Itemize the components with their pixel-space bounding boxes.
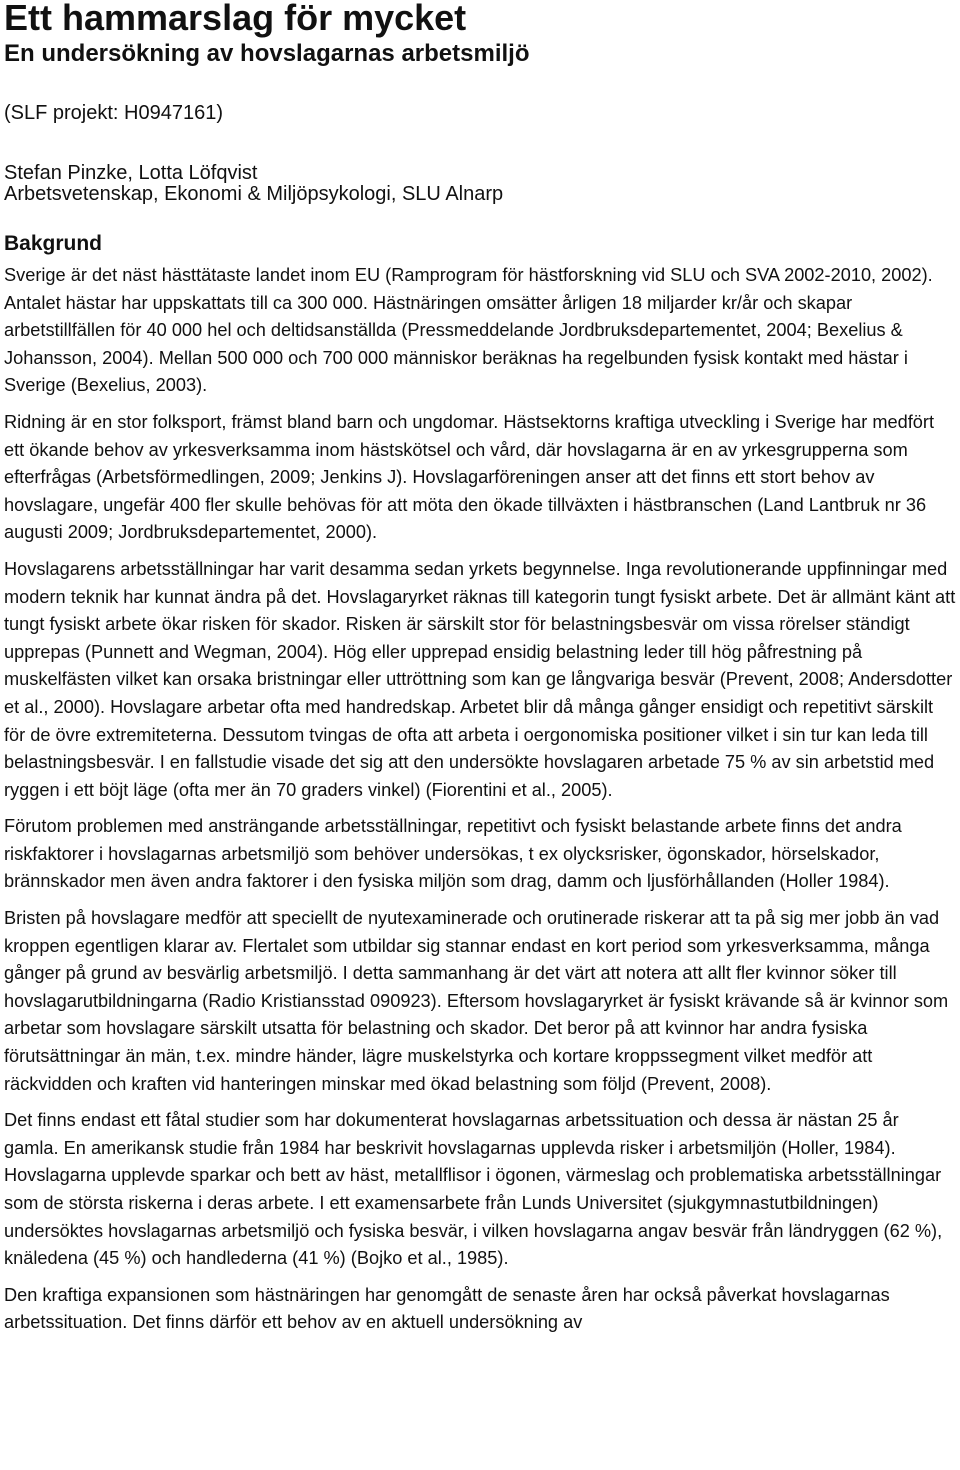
paragraph: Sverige är det näst hästtätaste landet inom EU (Ramprogram för hästforskning vid SLU och SVA 2002-2010, 2002). Antalet hästar har uppskattats till ca 300 000. Hästnäringen omsätter årligen 18 miljarder kr/år och skapar arbetstillfällen för 40 000 hel och deltidsanställda (Pressmeddelande Jordbruksdepartementet, 2004; Bexelius & Johansson, 2004). Mellan 500 000 och 700 000 människor beräknas ha regelbunden fysisk kontakt med hästar i Sverige (Bexelius, 2003).: [4, 265, 933, 396]
paragraph: Den kraftiga expansionen som hästnäringen har genomgått de senaste åren har också påverkat hovslagarnas arbetssituation. Det finns därför ett behov av en aktuell undersökning av: [4, 1284, 890, 1333]
paragraph: Förutom problemen med ansträngande arbetsställningar, repetitivt och fysiskt belastande arbete finns det andra riskfaktorer i hovslagarnas arbetsmiljö som behöver undersökas, t ex olycksrisker, ögonskador, hörselskador, brännskador men även andra faktorer i den fysiska miljön som drag, damm och ljusförhållanden (Holler 1984).: [4, 816, 902, 892]
paragraph: Ridning är en stor folksport, främst bland barn och ungdomar. Hästsektorns kraftiga utveckling i Sverige har medfört ett ökande behov av yrkesverksamma inom hästskötsel och vård, där hovslagarna är en av yrkesgrupperna som efterfrågas (Arbetsförmedlingen, 2009; Jenkins J). Hovslagarföreningen anser att det finns ett stort behov av hovslagare, ungefär 400 fler skulle behövas för att möta den ökade tillväxten i hästbranschen (Land Lantbruk nr 36 augusti 2009; Jordbruksdepartementet, 2000).: [4, 411, 935, 543]
section-heading: Bakgrund: [4, 232, 103, 255]
document-subtitle: En undersökning av hovslagarnas arbetsmiljö: [4, 40, 530, 67]
paragraph: Hovslagarens arbetsställningar har varit desamma sedan yrkets begynnelse. Inga revolutionerande uppfinningar med modern teknik har kunnat ändra på det. Hovslagaryrket räknas till kategorin tungt fysiskt arbete. Det är allmänt känt att tungt fysiskt arbete ökar risken för skador. Risken är särskilt stor för belastningsbesvär om vissa rörelser ständigt upprepas (Punnett and Wegman, 2004). Hög eller upprepad ensidig belastning leder till hög påfrestning på muskelfästen vilket kan orsaka bristningar eller uttröttning som kan ge långvariga besvär (Prevent, 2008; Andersdotter et al., 2000). Hovslagare arbetar ofta med handredskap. Arbetet blir då många gånger ensidigt och repetitivt särskilt för de övre extremiteterna. Dessutom tvingas de ofta att arbeta i oergonomiska positioner vilket i sin tur kan leda till belastningsbesvär. I en fallstudie visade det sig att den undersökte hovslagaren arbetade 75 % av sin arbetstid med ryggen i ett böjt läge (ofta mer än 70 graders vinkel) (Fiorentini et al., 2005).: [4, 558, 956, 800]
authors: Stefan Pinzke, Lotta Löfqvist: [4, 162, 258, 184]
paragraph: Det finns endast ett fåtal studier som har dokumenterat hovslagarnas arbetssituation och dessa är nästan 25 år gamla. En amerikansk studie från 1984 har beskrivit hovslagarnas upplevda risker i arbetsmiljön (Holler, 1984). Hovslagarna upplevde sparkar och bett av häst, metallflisor i ögonen, värmeslag och problematiska arbetsställningar som de största riskerna i deras arbete. I ett examensarbete från Lunds Universitet (sjukgymnastutbildningen) undersöktes hovslagarnas arbetsmiljö och fysiska besvär, i vilken hovslagarna angav besvär från ländryggen (62 %), knäledena (45 %) och handlederna (41 %) (Bojko et al., 1985).: [4, 1110, 943, 1269]
paragraph: Bristen på hovslagare medför att speciellt de nyutexaminerade och orutinerade riskerar att ta på sig mer jobb än vad kroppen egentligen klarar av. Flertalet som utbildar sig stannar endast en kort period som yrkesverksamma, många gånger på grund av besvärlig arbetsmiljö. I detta sammanhang är det värt att notera att allt fler kvinnor söker till hovslagarutbildningarna (Radio Kristiansstad 090923). Eftersom hovslagaryrket är fysiskt krävande så är kvinnor som arbetar som hovslagare särskilt utsatta för belastning och skador. Det beror på att kvinnor har andra fysiska förutsättningar än män, t.ex. mindre händer, lägre muskelstyrka och kortare kroppssegment vilket medför att räckvidden och kraften vid hanteringen minskar med ökad belastning som följd (Prevent, 2008).: [4, 908, 949, 1094]
project-reference: (SLF projekt: H0947161): [4, 102, 224, 124]
body-text: [4, 262, 956, 1346]
document-title: Ett hammarslag för mycket: [4, 0, 467, 38]
affiliation: Arbetsvetenskap, Ekonomi & Miljöpsykologi, SLU Alnarp: [4, 183, 504, 205]
